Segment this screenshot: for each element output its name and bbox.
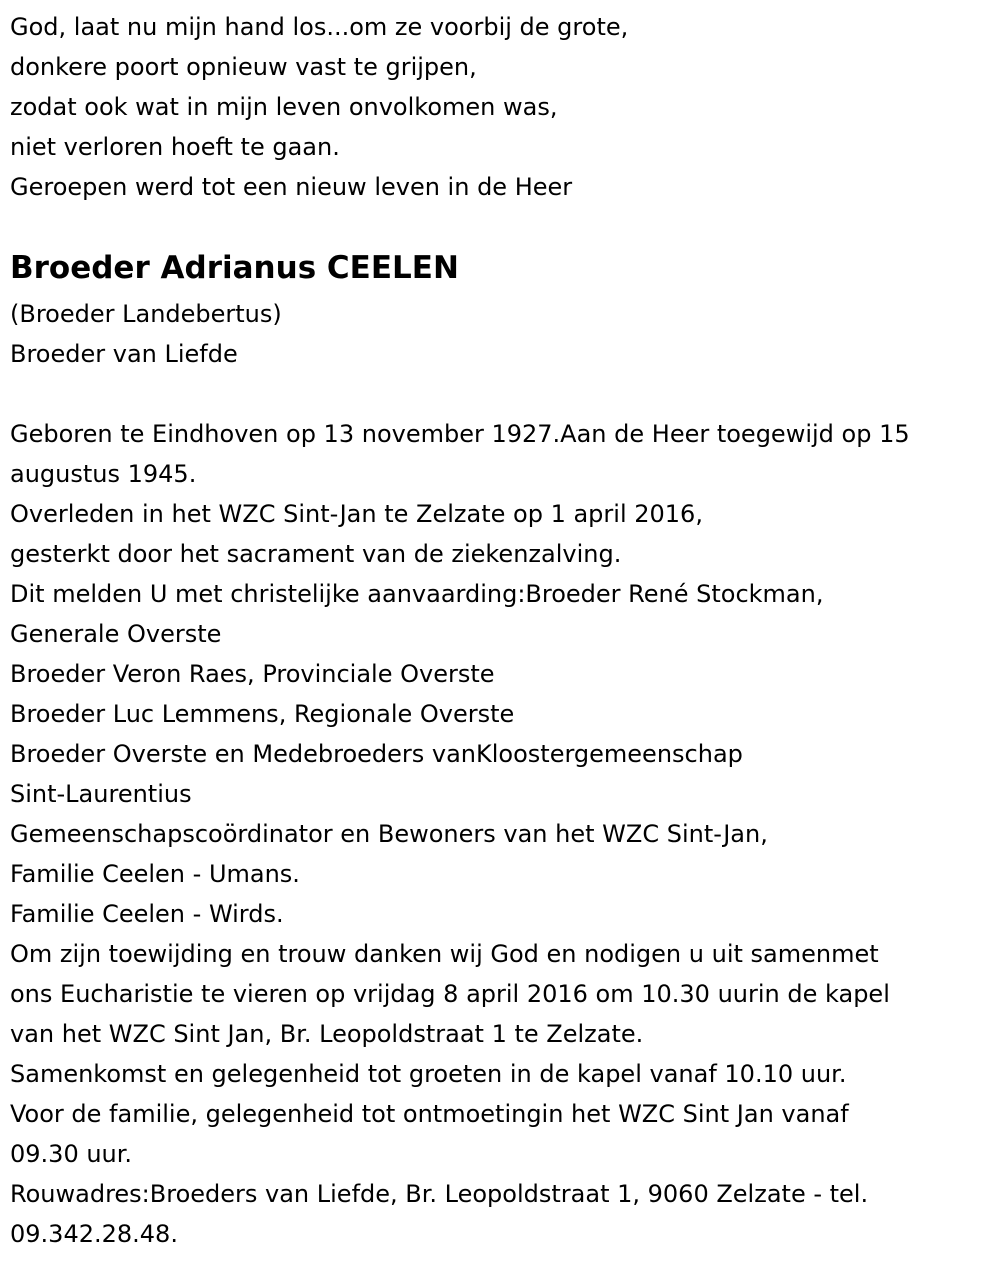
poem — [10, 7, 1000, 207]
body-line: Samenkomst en gelegenheid tot groeten in de kapel vanaf 10.10 uur. — [10, 1060, 847, 1088]
body-line: 09.342.28.48. — [10, 1220, 178, 1248]
body-line: Broeder Luc Lemmens, Regionale Overste — [10, 700, 515, 728]
body-line: Familie Ceelen - Wirds. — [10, 900, 284, 928]
poem-line: God, laat nu mijn hand los...om ze voorbij de grote, — [10, 13, 629, 41]
body-line: 09.30 uur. — [10, 1140, 133, 1168]
body-line: Sint-Laurentius — [10, 780, 192, 808]
body-line: Broeder Veron Raes, Provinciale Overste — [10, 660, 495, 688]
body-line: Generale Overste — [10, 620, 222, 648]
subtitle — [10, 294, 1000, 374]
announcement-body — [10, 414, 1000, 1254]
body-line: Geboren te Eindhoven op 13 november 1927.Aan de Heer toegewijd op 15 — [10, 420, 910, 448]
body-line: gesterkt door het sacrament van de ziekenzalving. — [10, 540, 622, 568]
poem-line: donkere poort opnieuw vast te grijpen, — [10, 53, 477, 81]
body-line: Voor de familie, gelegenheid tot ontmoetingin het WZC Sint Jan vanaf — [10, 1100, 849, 1128]
body-line: augustus 1945. — [10, 460, 197, 488]
body-line: van het WZC Sint Jan, Br. Leopoldstraat 1 te Zelzate. — [10, 1020, 644, 1048]
body-line: Overleden in het WZC Sint-Jan te Zelzate op 1 april 2016, — [10, 500, 703, 528]
spacer — [10, 374, 1000, 414]
body-line: Familie Ceelen - Umans. — [10, 860, 300, 888]
body-line: Dit melden U met christelijke aanvaarding:Broeder René Stockman, — [10, 580, 824, 608]
deceased-name: Broeder Adrianus CEELEN — [10, 250, 459, 286]
body-line: Rouwadres:Broeders van Liefde, Br. Leopoldstraat 1, 9060 Zelzate - tel. — [10, 1180, 869, 1208]
body-line: Gemeenschapscoördinator en Bewoners van het WZC Sint-Jan, — [10, 820, 768, 848]
body-line: ons Eucharistie te vieren op vrijdag 8 april 2016 om 10.30 uurin de kapel — [10, 980, 890, 1008]
body-line: Om zijn toewijding en trouw danken wij God en nodigen u uit samenmet — [10, 940, 879, 968]
poem-line: Geroepen werd tot een nieuw leven in de Heer — [10, 173, 573, 201]
subtitle-line: (Broeder Landebertus) — [10, 300, 282, 328]
poem-line: niet verloren hoeft te gaan. — [10, 133, 340, 161]
poem-line: zodat ook wat in mijn leven onvolkomen was, — [10, 93, 558, 121]
body-line: Broeder Overste en Medebroeders vanKloostergemeenschap — [10, 740, 743, 768]
subtitle-line: Broeder van Liefde — [10, 340, 238, 368]
